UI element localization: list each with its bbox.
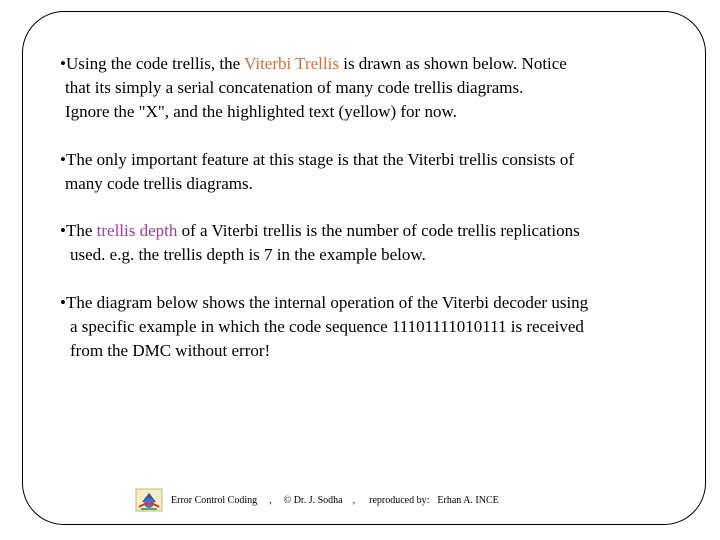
- paragraph-3-line-2: used. e.g. the trellis depth is 7 in the example below.: [70, 245, 426, 264]
- paragraph-3-line-1: [60, 219, 580, 243]
- text: Using the code trellis, the: [65, 54, 245, 73]
- paragraph-2-line-2: many code trellis diagrams.: [65, 174, 253, 193]
- text: The only important feature at this stage is that the Viterbi trellis consists of: [65, 150, 575, 169]
- trellis-depth-highlight: trellis depth: [96, 221, 178, 240]
- paragraph-trellis-depth: [60, 219, 580, 267]
- paragraph-4-line-3: from the DMC without error!: [70, 341, 271, 360]
- paragraph-important-feature: [60, 148, 574, 196]
- bullet: •: [60, 150, 66, 169]
- paragraph-1-line-1: [60, 52, 567, 76]
- viterbi-trellis-highlight: Viterbi Trellis: [244, 54, 339, 73]
- bullet: •: [60, 54, 66, 73]
- text: The diagram below shows the internal operation of the Viterbi decoder using: [65, 293, 589, 312]
- paragraph-4-line-1: [60, 291, 588, 315]
- paragraph-1-line-3: Ignore the "X", and the highlighted text (yellow) for now.: [65, 102, 457, 121]
- bullet: •: [60, 293, 66, 312]
- footer-separator: ,: [269, 494, 272, 506]
- bullet: •: [60, 221, 66, 240]
- text: of a Viterbi trellis is the number of code trellis replications: [177, 221, 580, 240]
- text: is drawn as shown below. Notice: [338, 54, 567, 73]
- paragraph-4-line-2: a specific example in which the code sequence 11101111010111 is received: [70, 317, 584, 336]
- paragraph-2-line-1: [60, 148, 574, 172]
- footer-reproduced-label: reproduced by:: [369, 494, 430, 506]
- paragraph-viterbi-operation: [60, 291, 588, 363]
- footer-author: © Dr. J. Sodha: [283, 494, 343, 506]
- text: The: [65, 221, 97, 240]
- paragraph-viterbi-trellis: [60, 52, 567, 124]
- footer-course: Error Control Coding: [171, 494, 258, 506]
- footer-reproducer-name: Erhan A. INCE: [437, 494, 499, 506]
- paragraph-1-line-2: that its simply a serial concatenation of many code trellis diagrams.: [65, 78, 524, 97]
- footer: [135, 487, 499, 513]
- footer-separator: ,: [352, 494, 356, 506]
- university-logo-icon: [135, 488, 163, 512]
